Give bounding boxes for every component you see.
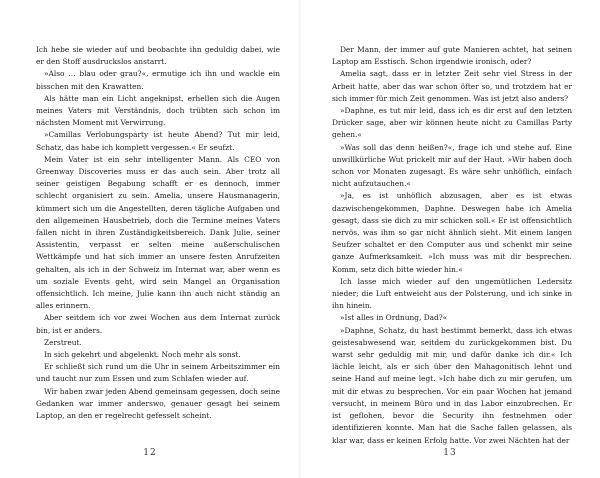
paragraph: »Ist alles in Ordnung, Dad?« [340,313,448,323]
right-page [300,0,600,478]
right-page-text [332,44,572,447]
left-page-text [36,44,280,422]
paragraph: »Daphne, Schatz, du hast bestimmt bemerkt, dass ich etwas geistesabwesend war, seitdem du zurückgekommen bist. Du warst sehr geduldig mit mir, und dafür danke ich dir.« Ich lächle leicht, als er sich über den Mahagonitisch lehnt und seine Hand auf meine legt. »Ich habe dich zu mir gerufen, um mit dir etwas zu besprechen. Vor ein paar Wochen hat jemand versucht, in meinem Büro und in das Labor einzubrechen. Er ist geflohen, bevor die Security ihn festnehmen oder identifizieren konnte. Man hat die Sache fallen gelassen, als klar war, dass er keinen Erfolg hatte. Vor zwei Nächten hat der [332,325,572,445]
paragraph: Amelia sagt, dass er in letzter Zeit sehr viel Stress in der Arbeit hatte, aber das war schon öfter so, und trotzdem hat er sich immer für mich Zeit genommen. Was ist jetzt also anders? [332,69,572,103]
page-number: 13 [443,448,457,458]
paragraph: »Ja, es ist unhöflich abzusagen, aber es ist etwas dazwischengekommen, Daphne. Deswegen habe ich Amelia gesagt, dass sie dich zu mir schicken soll.« Er ist offensichtlich nervös, was ihm so gar nicht ähnlich sieht. Mit einem langen Seufzer schaltet er den Computer aus und schenkt mir seine ganze Aufmerksamkeit. »Ich muss was mit dir besprechen. Komm, setz dich bitte wieder hin.« [332,191,572,274]
paragraph: Zerstreut. [44,337,82,347]
page-number: 12 [143,448,157,458]
paragraph: In sich gekehrt und abgelenkt. Noch mehr als sonst. [44,350,241,360]
paragraph: Ich hebe sie wieder auf und beobachte ihn geduldig dabei, wie er den Stoff ausdruckslos anstarrt. [36,45,280,67]
paragraph: Ich lasse mich wieder auf den ungemütlichen Ledersitz nieder; die Luft entweicht aus der Polsterung, und ich sinke in ihn hinein. [332,276,572,311]
paragraph: Er schließt sich rund um die Uhr in seinem Arbeitszimmer ein und taucht nur zum Essen und zum Schlafen wieder auf. [36,362,280,384]
paragraph: »Daphne, es tut mir leid, dass ich es dir erst auf den letzten Drücker sage, aber wir können heute nicht zu Camillas Party gehen.« [332,106,572,140]
paragraph: »Was soll das denn heißen?«, frage ich und stehe auf. Eine unwillkürliche Wut prickelt mir auf der Haut. »Wir haben doch schon vor Monaten zugesagt. Es wäre sehr unhöflich, einfach nicht aufzutauchen.« [332,142,572,189]
paragraph: Der Mann, der immer auf gute Manieren achtet, hat seinen Laptop am Esstisch. Schon irgendwie ironisch, oder? [332,45,572,67]
paragraph: »Also … blau oder grau?«, ermutige ich ihn und wackle ein bisschen mit den Krawatten. [36,69,280,91]
paragraph: »Camillas Verlobungsparty ist heute Abend? Tut mir leid, Schatz, das habe ich komplett vergessen.« Er seufzt. [36,130,280,152]
paragraph: Wir haben zwar jeden Abend gemeinsam gegessen, doch seine Gedanken war immer anderswo, genauer gesagt bei seinem Laptop, an den er regelrecht gefesselt scheint. [36,386,280,421]
paragraph: Als hätte man ein Licht angeknipst, erhellen sich die Augen meines Vaters mit Verständnis, doch trübten sich schon im nächsten Moment mit Verwirrung. [36,93,280,128]
paragraph: Mein Vater ist ein sehr intelligenter Mann. Als CEO von Greenway Discoveries muss er das auch sein. Aber trotz all seiner geistigen Begabung schafft er es dennoch, immer schlecht organisiert zu sein. Amelia, unsere Hausmanagerin, kümmert sich um die Angestellten, deren tägliche Aufgaben und den allgemeinen Hausbetrieb, doch die Termine meines Vaters fallen nicht in ihren Zuständigkeitsbereich. Dank Julie, seiner Assistentin, verpasst er selten meine außerschulischen Wettkämpfe und hat sich immer an unsere festen Anrufzeiten gehalten, als ich in der Schweiz im Internat war, aber wenn es um soziale Events geht, wird sein Mangel an Organisation offensichtlich. Ich meine, Julie kann ihn auch nicht ständig an alles erinnern. [36,154,280,311]
paragraph: Aber seitdem ich vor zwei Wochen aus dem Internat zurück bin, ist er anders. [36,313,280,335]
